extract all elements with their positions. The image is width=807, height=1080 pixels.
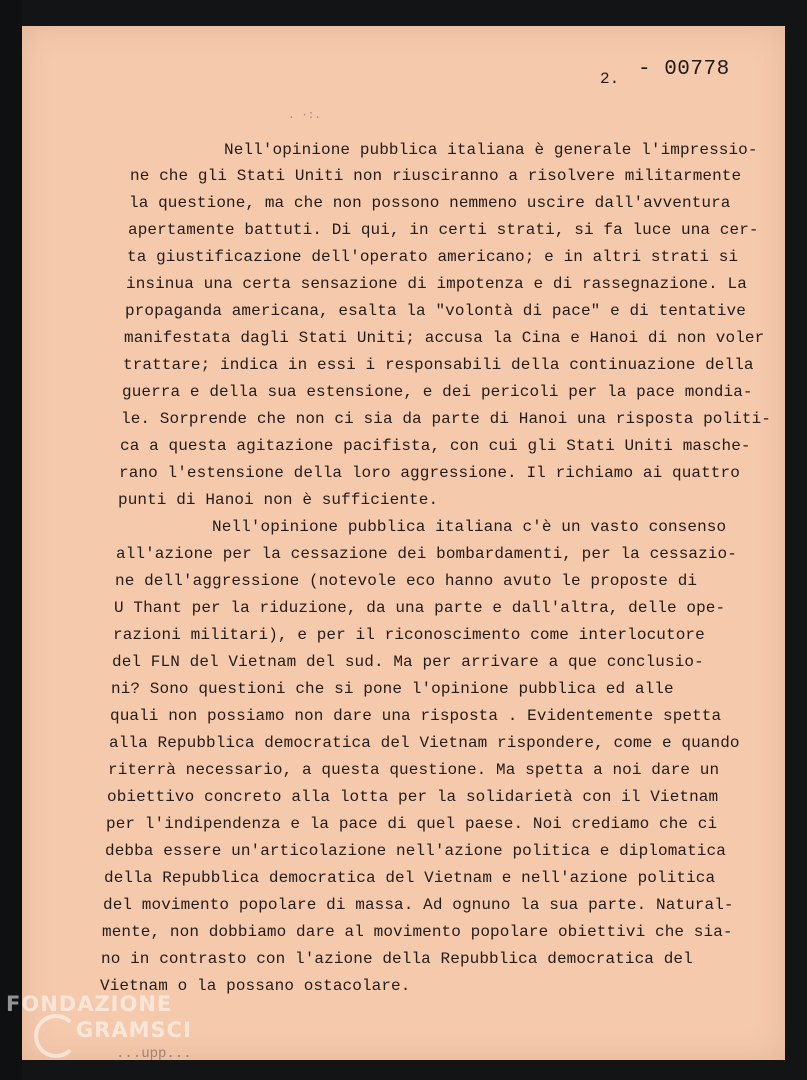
text-line: no in contrasto con l'azione della Repubblica democratica del (101, 950, 693, 968)
text-line: alla Repubblica democratica del Vietnam rispondere, come e quando (109, 734, 740, 752)
document-id: - 00778 (638, 58, 730, 81)
text-line: rano l'estensione della loro aggressione. Il richiamo ai quattro (119, 464, 740, 482)
text-line: apertamente battuti. Di qui, in certi strati, si fa luce una cer- (128, 221, 759, 239)
stray-marks: . ·:. (288, 110, 322, 122)
text-line: ne che gli Stati Uniti non riusciranno a risolvere militarmente (130, 167, 742, 185)
text-line: per l'indipendenza e la pace di quel paese. Noi crediamo che ci (106, 815, 718, 833)
text-line: del movimento popolare di massa. Ad ognuno la sua parte. Natural- (103, 896, 734, 914)
text-line: U Thant per la riduzione, da una parte e dall'altra, delle ope- (114, 599, 726, 617)
text-line: quali non possiamo non dare una risposta . Evidentemente spetta (110, 707, 722, 725)
text-line: Nell'opinione pubblica italiana è generale l'impressio- (224, 141, 758, 159)
text-line: insinua una certa sensazione di impotenza e di rassegnazione. La (126, 275, 747, 293)
text-line: ca a questa agitazione pacifista, con cui gli Stati Uniti masche- (120, 437, 751, 455)
text-line: ne dell'aggressione (notevole eco hanno avuto le proposte di (115, 572, 698, 590)
watermark-line-2: GRAMSCI (76, 1018, 192, 1042)
text-line: riterrà necessario, a questa questione. Ma spetta a noi dare un (108, 761, 720, 779)
text-line: razioni militari), e per il riconoscimento come interlocutore (113, 626, 705, 644)
page-number: 2. (600, 70, 620, 88)
text-line: manifestata dagli Stati Uniti; accusa la Cina e Hanoi di non voler (124, 329, 765, 347)
scan-border (0, 0, 22, 1080)
cut-off-footer-text: ...upp... (116, 1046, 192, 1062)
text-line: all'azione per la cessazione dei bombardamenti, per la cessazio- (116, 545, 737, 563)
text-line: le. Sorprende che non ci sia da parte di Hanoi una risposta politi- (121, 410, 772, 428)
text-line: Nell'opinione pubblica italiana c'è un vasto consenso (212, 518, 727, 536)
text-line: della Repubblica democratica del Vietnam e nell'azione politica (104, 869, 716, 887)
text-line: trattare; indica in essi i responsabili della continuazione della (123, 356, 754, 374)
text-line: guerra e della sua estensione, e dei pericoli per la pace mondia- (122, 383, 753, 401)
text-line: propaganda americana, esalta la "volontà di pace" e di tentative (125, 302, 746, 320)
text-line: punti di Hanoi non è sufficiente. (118, 491, 439, 509)
gramsci-logo-icon (34, 1014, 78, 1058)
watermark-line-1: FONDAZIONE (6, 992, 173, 1016)
text-line: Vietnam o la possano ostacolare. (100, 977, 411, 995)
text-line: la questione, ma che non possono nemmeno uscire dall'avventura (129, 194, 731, 212)
text-line: ni? Sono questioni che si pone l'opinione pubblica ed alle (111, 680, 674, 698)
text-line: mente, non dobbiamo dare al movimento popolare obiettivi che sia- (102, 923, 733, 941)
text-line: debba essere un'articolazione nell'azione politica e diplomatica (105, 842, 726, 860)
text-line: obiettivo concreto alla lotta per la solidarietà con il Vietnam (107, 788, 719, 806)
text-line: del FLN del Vietnam del sud. Ma per arrivare a que conclusio- (112, 653, 704, 671)
text-line: ta giustificazione dell'operato americano; e in altri strati si (127, 248, 739, 266)
